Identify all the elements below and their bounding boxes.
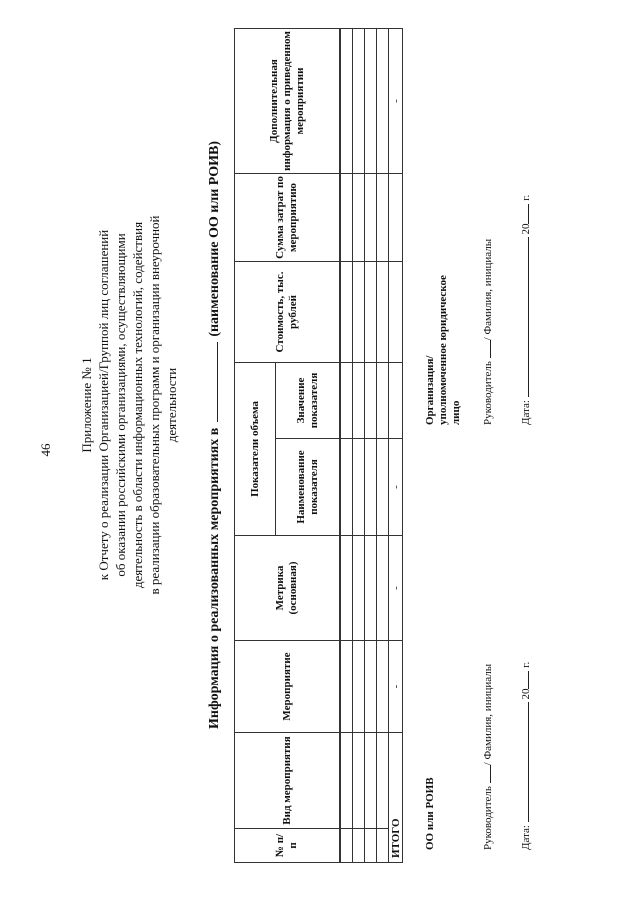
title-blank-line xyxy=(205,342,218,422)
table-row xyxy=(377,28,389,862)
table-cell xyxy=(377,439,389,536)
left-date-line xyxy=(518,662,532,850)
table-cell xyxy=(340,641,353,733)
name-hint: / Фамилия, инициалы xyxy=(482,238,494,341)
head-label: Руководитель xyxy=(482,786,494,850)
year-blank-line xyxy=(518,204,529,224)
appendix-heading xyxy=(78,85,180,725)
dash: - xyxy=(389,684,402,689)
table-cell xyxy=(365,28,377,173)
total-label: ИТОГО xyxy=(389,733,403,863)
table-cell xyxy=(365,829,377,863)
total-volume-value-cell xyxy=(389,362,403,438)
head-label: Руководитель xyxy=(482,361,494,425)
total-event-cell xyxy=(389,641,403,733)
total-volume-name-cell xyxy=(389,439,403,536)
table-cell xyxy=(353,362,365,438)
dash: - xyxy=(389,586,402,590)
table-cell xyxy=(365,261,377,362)
header-sum: Сумма затрат по мероприятию xyxy=(235,173,341,261)
header-metric: Метрика (основная) xyxy=(235,536,341,641)
table-cell xyxy=(377,641,389,733)
total-metric-cell xyxy=(389,536,403,641)
table-cell xyxy=(377,28,389,173)
table-cell xyxy=(377,733,389,829)
header-event-type: Вид мероприятия xyxy=(235,733,341,829)
dash: - xyxy=(389,485,402,489)
header-volume-value: Значение показателя xyxy=(276,362,341,438)
table-cell xyxy=(365,362,377,438)
heading-line: деятельность в области информационных технологий, содействия xyxy=(130,221,145,589)
table-cell xyxy=(377,173,389,261)
date-blank-line xyxy=(518,702,529,822)
date-label: Дата: xyxy=(520,400,532,425)
title-suffix: (наименование ОО или РОИВ) xyxy=(207,140,222,337)
header-volume-name: Наименование показателя xyxy=(276,439,341,536)
heading-line: в реализации образовательных программ и организации внеурочной xyxy=(147,215,162,595)
year-prefix: 20 xyxy=(520,223,532,235)
signature-line xyxy=(480,340,491,358)
table-cell xyxy=(353,536,365,641)
dash: - xyxy=(389,99,402,103)
title-prefix: Информация о реализованных мероприятиях в xyxy=(207,427,222,730)
table-cell xyxy=(340,439,353,536)
year-suffix: г. xyxy=(520,194,532,201)
right-head-signature xyxy=(480,239,494,425)
table-cell xyxy=(353,261,365,362)
table-cell xyxy=(365,173,377,261)
table-title xyxy=(205,85,223,785)
table-cell xyxy=(353,439,365,536)
heading-line: об оказании российскими организациями, осуществляющими xyxy=(113,233,128,577)
table-cell xyxy=(340,829,353,863)
left-head-signature xyxy=(480,664,494,850)
table-cell xyxy=(340,28,353,173)
year-suffix: г. xyxy=(520,661,532,668)
table-row xyxy=(340,28,353,862)
name-hint: / Фамилия, инициалы xyxy=(482,663,494,766)
total-cost-cell xyxy=(389,261,403,362)
total-sum-cell xyxy=(389,173,403,261)
table-row xyxy=(353,28,365,862)
table-cell xyxy=(377,536,389,641)
table-cell xyxy=(340,536,353,641)
total-row xyxy=(389,28,403,862)
header-event: Мероприятие xyxy=(235,641,341,733)
table-cell xyxy=(340,173,353,261)
table-cell xyxy=(353,733,365,829)
events-table xyxy=(234,28,403,863)
table-cell xyxy=(340,261,353,362)
year-prefix: 20 xyxy=(520,688,532,700)
right-date-line xyxy=(518,195,532,425)
left-org-label: ОО или РОИВ xyxy=(424,777,436,850)
heading-line: деятельности xyxy=(164,367,179,443)
table-cell xyxy=(340,733,353,829)
total-extra-cell xyxy=(389,28,403,173)
table-cell xyxy=(353,641,365,733)
header-num: № п/п xyxy=(235,829,341,863)
date-label: Дата: xyxy=(520,825,532,850)
table-cell xyxy=(365,733,377,829)
header-volume: Показатели объема xyxy=(235,362,276,535)
header-extra: Дополнительная информация о приведенном мероприятии xyxy=(235,28,341,173)
right-org-label: Организация/уполномоченное юридическое лицо xyxy=(424,275,462,425)
table-cell xyxy=(365,536,377,641)
date-blank-line xyxy=(518,237,529,397)
table-cell xyxy=(340,362,353,438)
table-cell xyxy=(377,261,389,362)
heading-line: Приложение № 1 xyxy=(79,357,94,453)
table-cell xyxy=(353,173,365,261)
year-blank-line xyxy=(518,671,529,689)
table-cell xyxy=(365,641,377,733)
table-cell xyxy=(365,439,377,536)
table-cell xyxy=(377,362,389,438)
table-cell xyxy=(353,28,365,173)
table-row xyxy=(365,28,377,862)
signature-line xyxy=(480,765,491,783)
table-cell xyxy=(353,829,365,863)
page-number: 46 xyxy=(38,443,53,457)
header-cost: Стоимость, тыс. рублей xyxy=(235,261,341,362)
table-cell xyxy=(377,829,389,863)
heading-line: к Отчету о реализации Организацией/Группой лиц соглашений xyxy=(96,229,111,581)
